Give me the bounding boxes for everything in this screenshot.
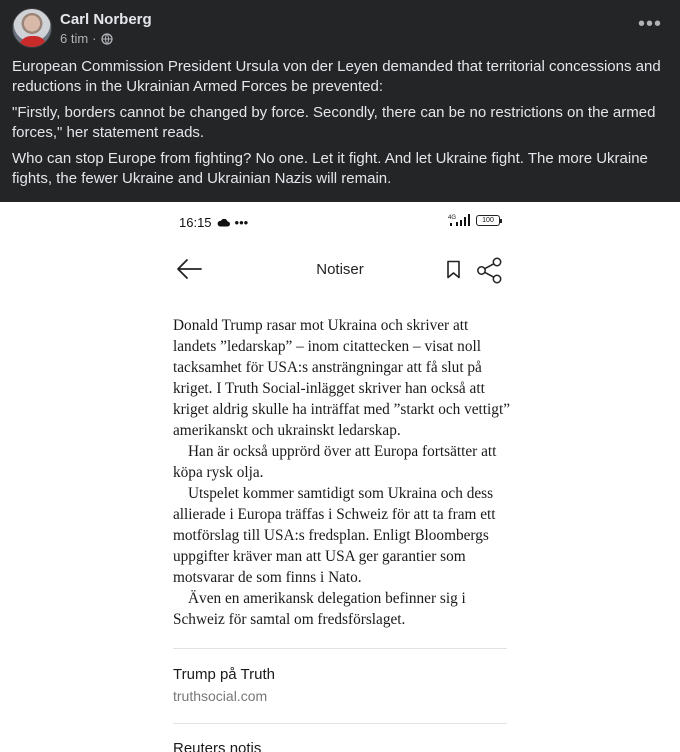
attached-screenshot[interactable] [0, 202, 680, 752]
meta-separator: · [92, 31, 97, 46]
article-paragraph: Han är också upprörd över att Europa fortsätter att köpa rysk olja. [173, 443, 497, 481]
source-link-domain[interactable]: truthsocial.com [173, 688, 268, 704]
nav-title: Notiser [316, 261, 364, 278]
divider [173, 723, 507, 724]
avatar-shirt [19, 36, 47, 48]
status-bar-right [448, 213, 500, 227]
globe-icon[interactable] [101, 33, 113, 45]
post-meta [60, 31, 113, 46]
post-text [12, 57, 670, 195]
post-paragraph: European Commission President Ursula von der Leyen demanded that territorial concessions and reductions in the Ukrainian Armed Forces be prevented: [12, 58, 661, 95]
author-name[interactable]: Carl Norberg [60, 11, 152, 28]
next-source-title[interactable]: Reuters notis [173, 740, 262, 752]
post-time[interactable]: 6 tim [60, 31, 89, 46]
status-time: 16:15 [179, 215, 212, 230]
bookmark-icon[interactable] [446, 260, 461, 279]
source-link-title[interactable]: Trump på Truth [173, 666, 275, 683]
article-paragraph: Även en amerikansk delegation befinner sig i Schweiz för samtal om fredsförslaget. [173, 590, 466, 628]
status-bar-left [179, 215, 248, 230]
divider [173, 648, 507, 649]
article-paragraph: Utspelet kommer samtidigt som Ukraina och dess allierade i Europa träffas i Schweiz för att ta fram ett motförslag till USA:s fredsplan. Enligt Bloombergs uppgifter kräver man att USA ger garantier som motsvarar de som finns i Nato. [173, 485, 496, 586]
avatar[interactable] [12, 8, 52, 48]
more-options-icon[interactable]: ••• [637, 13, 662, 35]
post-paragraph: Who can stop Europe from fighting? No one. Let it fight. And let Ukraine fight. The more Ukraine fights, the fewer Ukraine and Ukrainian Nazis will remain. [12, 150, 648, 187]
post-paragraph: "Firstly, borders cannot be changed by force. Secondly, there can be no restrictions on the armed forces," her statement reads. [12, 104, 656, 141]
cloud-icon [217, 218, 230, 227]
battery-indicator: 100 [476, 215, 500, 226]
post-header [0, 0, 680, 56]
signal-icon [448, 213, 472, 227]
network-label: 4G [448, 215, 457, 221]
article-paragraph: Donald Trump rasar mot Ukraina och skriver att landets ”ledarskap” – inom citattecken – visat noll tacksamhet för USA:s ansträngningar att få slut på kriget. I Truth Social-inlägget skriver han också att kriget aldrig skulle ha inträffat med ”starkt och vettigt” amerikanskt och ukrainskt ledarskap. [173, 317, 510, 439]
share-icon[interactable] [476, 257, 503, 284]
article-body [173, 315, 511, 630]
status-more-dots: ••• [234, 215, 249, 230]
